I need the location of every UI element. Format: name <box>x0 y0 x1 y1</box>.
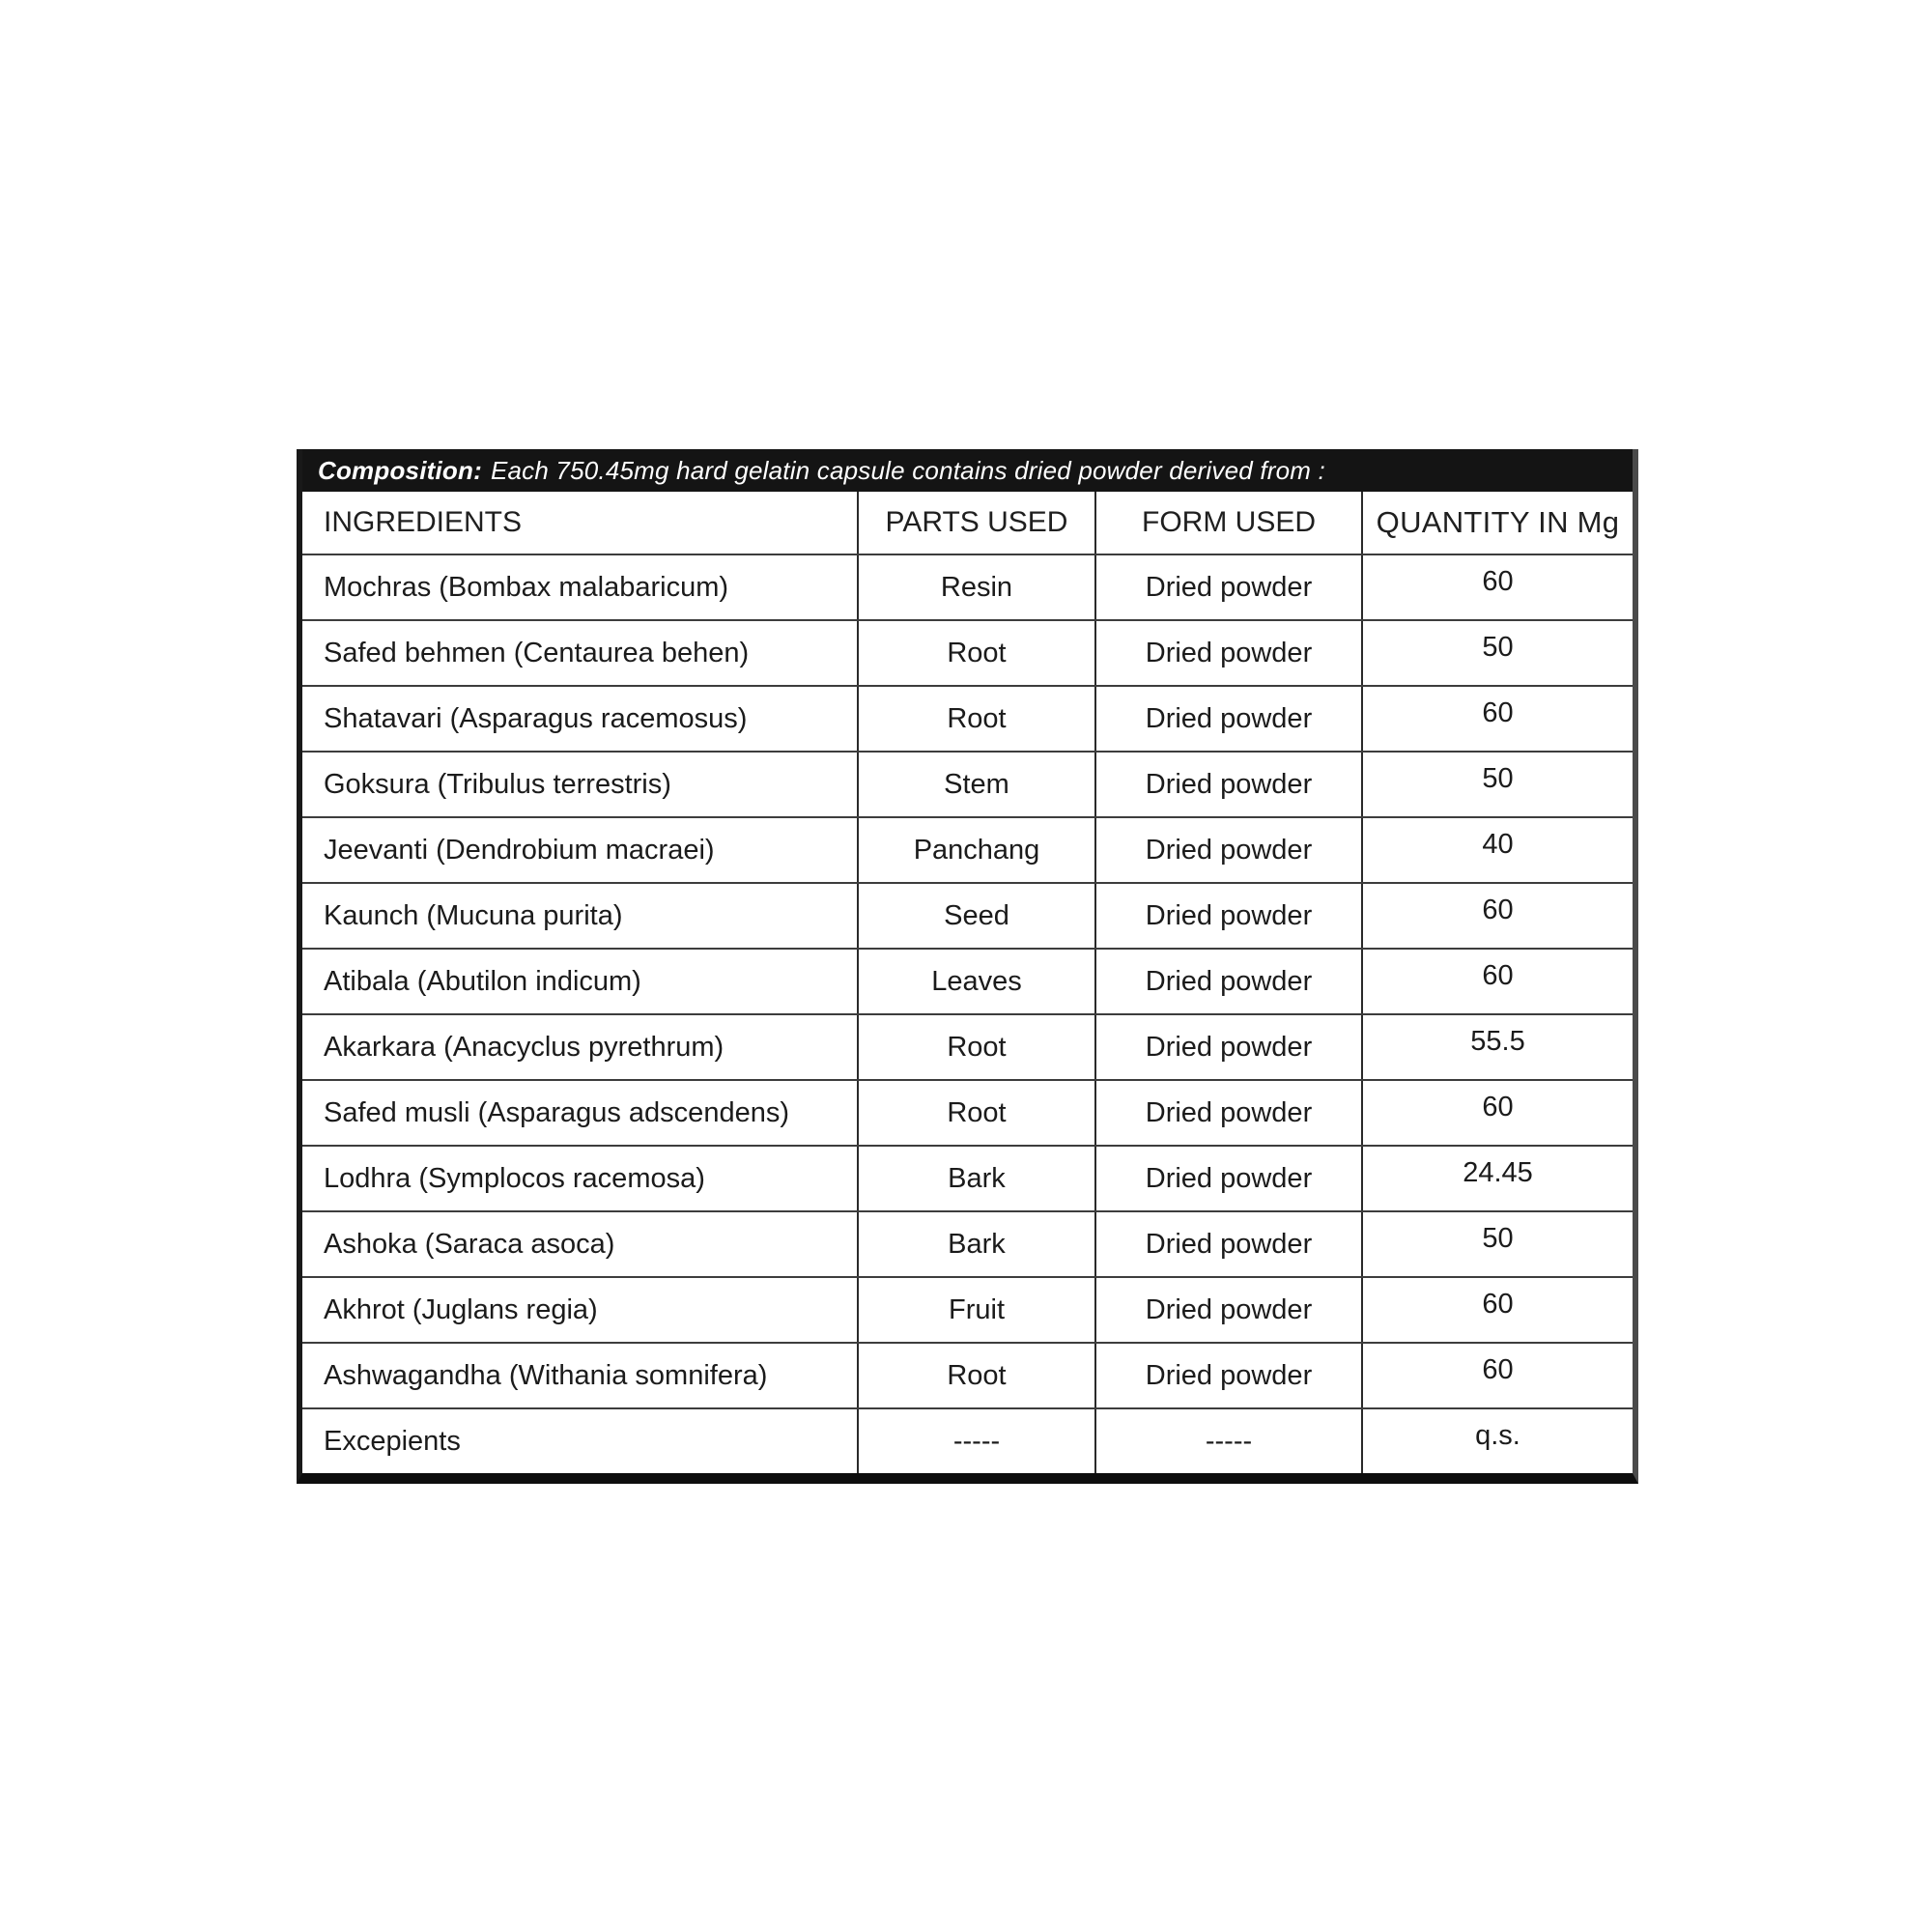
table-row <box>302 619 1633 685</box>
table-row <box>302 948 1633 1013</box>
header-parts-used: PARTS USED <box>857 492 1094 554</box>
form-cell: Dried powder <box>1094 818 1361 882</box>
form-cell: Dried powder <box>1094 950 1361 1013</box>
quantity-cell: 60 <box>1361 1081 1633 1145</box>
form-cell: Dried powder <box>1094 555 1361 619</box>
ingredient-cell: Akarkara (Anacyclus pyrethrum) <box>324 1031 724 1063</box>
composition-title-bar <box>302 449 1633 492</box>
table-row <box>302 882 1633 948</box>
part-cell: Leaves <box>857 950 1094 1013</box>
form-cell: ----- <box>1094 1409 1361 1473</box>
ingredient-cell: Excepients <box>324 1425 461 1457</box>
quantity-cell: 50 <box>1361 753 1633 816</box>
form-cell: Dried powder <box>1094 1212 1361 1276</box>
table-row <box>302 1145 1633 1210</box>
ingredient-cell: Mochras (Bombax malabaricum) <box>324 571 729 603</box>
quantity-cell: 50 <box>1361 1212 1633 1276</box>
ingredient-cell: Akhrot (Juglans regia) <box>324 1293 598 1325</box>
form-cell: Dried powder <box>1094 1344 1361 1407</box>
form-cell: Dried powder <box>1094 1015 1361 1079</box>
part-cell: Root <box>857 687 1094 751</box>
form-cell: Dried powder <box>1094 884 1361 948</box>
ingredient-cell: Ashoka (Saraca asoca) <box>324 1228 615 1260</box>
quantity-cell: 60 <box>1361 687 1633 751</box>
table-row <box>302 1407 1633 1473</box>
table-row <box>302 816 1633 882</box>
quantity-cell: 40 <box>1361 818 1633 882</box>
quantity-cell: 60 <box>1361 950 1633 1013</box>
header-form-used: FORM USED <box>1094 492 1361 554</box>
table-row <box>302 751 1633 816</box>
form-cell: Dried powder <box>1094 753 1361 816</box>
part-cell: Root <box>857 1015 1094 1079</box>
form-cell: Dried powder <box>1094 1278 1361 1342</box>
part-cell: Root <box>857 1344 1094 1407</box>
part-cell: Seed <box>857 884 1094 948</box>
quantity-cell: 60 <box>1361 884 1633 948</box>
table-row <box>302 685 1633 751</box>
table-row <box>302 1342 1633 1407</box>
part-cell: Bark <box>857 1147 1094 1210</box>
ingredient-cell: Goksura (Tribulus terrestris) <box>324 768 671 800</box>
table-header-row <box>302 492 1633 554</box>
part-cell: ----- <box>857 1409 1094 1473</box>
header-ingredients: INGREDIENTS <box>324 506 523 538</box>
header-quantity: QUANTITY IN Mg <box>1361 492 1633 554</box>
form-cell: Dried powder <box>1094 1147 1361 1210</box>
table-row <box>302 554 1633 619</box>
part-cell: Fruit <box>857 1278 1094 1342</box>
table-row <box>302 1013 1633 1079</box>
ingredient-cell: Lodhra (Symplocos racemosa) <box>324 1162 705 1194</box>
quantity-cell: 24.45 <box>1361 1147 1633 1210</box>
composition-label: Composition: <box>318 455 482 485</box>
form-cell: Dried powder <box>1094 1081 1361 1145</box>
quantity-cell: 60 <box>1361 1344 1633 1407</box>
part-cell: Resin <box>857 555 1094 619</box>
table-row <box>302 1079 1633 1145</box>
table-row <box>302 1210 1633 1276</box>
quantity-cell: 50 <box>1361 621 1633 685</box>
quantity-cell: 60 <box>1361 555 1633 619</box>
quantity-cell: 55.5 <box>1361 1015 1633 1079</box>
ingredient-cell: Jeevanti (Dendrobium macraei) <box>324 834 715 866</box>
form-cell: Dried powder <box>1094 621 1361 685</box>
composition-text: Each 750.45mg hard gelatin capsule contains dried powder derived from : <box>490 455 1325 485</box>
part-cell: Panchang <box>857 818 1094 882</box>
table-row <box>302 1276 1633 1342</box>
quantity-cell: 60 <box>1361 1278 1633 1342</box>
quantity-cell: q.s. <box>1361 1409 1633 1473</box>
composition-table <box>297 449 1638 1484</box>
part-cell: Root <box>857 621 1094 685</box>
ingredient-cell: Kaunch (Mucuna purita) <box>324 899 623 931</box>
form-cell: Dried powder <box>1094 687 1361 751</box>
ingredient-cell: Safed musli (Asparagus adscendens) <box>324 1096 789 1128</box>
ingredient-cell: Safed behmen (Centaurea behen) <box>324 637 750 668</box>
ingredient-cell: Ashwagandha (Withania somnifera) <box>324 1359 768 1391</box>
ingredient-cell: Shatavari (Asparagus racemosus) <box>324 702 748 734</box>
ingredient-cell: Atibala (Abutilon indicum) <box>324 965 641 997</box>
part-cell: Stem <box>857 753 1094 816</box>
part-cell: Bark <box>857 1212 1094 1276</box>
part-cell: Root <box>857 1081 1094 1145</box>
